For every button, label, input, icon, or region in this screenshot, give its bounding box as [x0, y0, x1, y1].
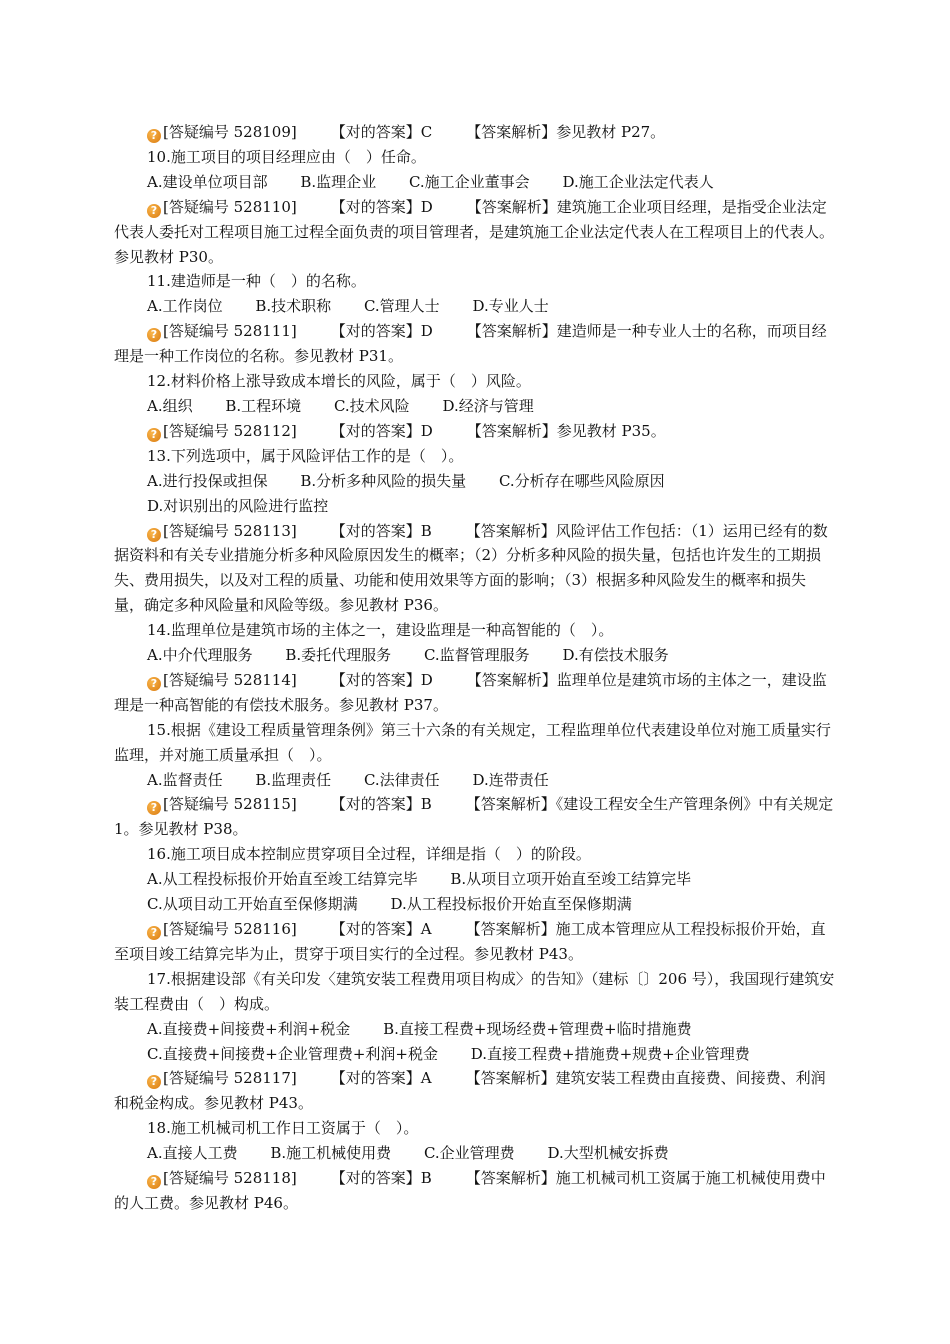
question-stem: 11.建造师是一种（ ）的名称。 — [147, 272, 366, 291]
question-stem: 17.根据建设部《有关印发〈建筑安装工程费用项目构成〉的告知》（建标〔〕206 号），我国现行建筑安装工程费由（ ）构成。 — [114, 969, 835, 1013]
option-d: D.专业人士 — [472, 297, 549, 316]
option-d: D.有偿技术服务 — [562, 646, 669, 665]
option-b: B.直接工程费+现场经费+管理费+临时措施费 — [383, 1019, 692, 1038]
question-stem: 13.下列选项中，属于风险评估工作的是（ ）。 — [147, 446, 464, 465]
options-row — [114, 1141, 836, 1166]
question-stem: 14.监理单位是建筑市场的主体之一，建设监理是一种高智能的（ ）。 — [147, 621, 614, 640]
option-a: A.从工程投标报价开始直至竣工结算完毕 — [147, 870, 418, 889]
correct-answer: 【对的答案】A — [330, 1069, 432, 1088]
option-b: B.施工机械使用费 — [270, 1144, 392, 1163]
options-row — [114, 768, 836, 793]
answer-block — [114, 668, 836, 718]
correct-answer: 【对的答案】C — [330, 123, 433, 141]
answer-id: [答疑编号 528116] — [163, 920, 297, 938]
options-row — [114, 1017, 836, 1067]
question-icon[interactable]: ? — [147, 428, 161, 442]
option-d: D.直接工程费+措施费+规费+企业管理费 — [470, 1044, 750, 1063]
option-c: C.企业管理费 — [423, 1144, 515, 1163]
option-c: C.法律责任 — [363, 770, 440, 789]
answer-analysis: 【答案解析】参见教材 P27。 — [466, 123, 666, 141]
answer-id: [答疑编号 528118] — [163, 1169, 297, 1188]
correct-answer: 【对的答案】A — [330, 920, 432, 938]
option-d: D.连带责任 — [472, 770, 549, 789]
question-icon[interactable]: ? — [147, 528, 161, 542]
correct-answer: 【对的答案】B — [330, 795, 432, 814]
question-icon[interactable]: ? — [147, 204, 161, 218]
options-row — [114, 469, 836, 519]
answer-analysis: 【答案解析】监理单位是建筑市场的主体之一，建设监理是一种高智能的有偿技术服务。参见教材 P37。 — [114, 670, 827, 714]
option-b: B.分析多种风险的损失量 — [300, 471, 467, 490]
correct-answer: 【对的答案】D — [330, 670, 433, 689]
option-d: D.大型机械安拆费 — [547, 1144, 669, 1163]
answer-analysis: 【答案解析】施工机械司机工资属于施工机械使用费中的人工费。参见教材 P46。 — [114, 1169, 826, 1212]
question-stem: 15.根据《建设工程质量管理条例》第三十六条的有关规定，工程监理单位代表建设单位对施工质量实行监理，并对施工质量承担（ ）。 — [114, 720, 831, 764]
option-d: D.施工企业法定代表人 — [562, 172, 714, 191]
answer-analysis: 【答案解析】风险评估工作包括：（1）运用已经有的数据资料和有关专业措施分析多种风险原因发生的概率；（2）分析多种风险的损失量，包括也许发生的工期损失、费用损失，以及对工程的质量、功能和使用效果等方面的影响；（3）根据多种风险发生的概率和损失量，确定多种风险量和风险等级。参见教材 P36。 — [114, 521, 828, 615]
option-b: B.从项目立项开始直至竣工结算完毕 — [450, 870, 692, 889]
option-b: B.监理责任 — [255, 770, 332, 789]
answer-block — [114, 792, 836, 842]
option-b: B.工程环境 — [225, 396, 302, 415]
correct-answer: 【对的答案】D — [330, 322, 433, 341]
answer-analysis: 【答案解析】建造师是一种专业人士的名称，而项目经理是一种工作岗位的名称。参见教材 P31。 — [114, 322, 827, 366]
answer-id: [答疑编号 528117] — [163, 1069, 297, 1088]
options-row — [114, 394, 836, 419]
answer-block — [114, 917, 836, 967]
options-row — [114, 643, 836, 668]
correct-answer: 【对的答案】B — [330, 1169, 432, 1188]
answer-block — [114, 195, 836, 270]
answer-id: [答疑编号 528111] — [163, 322, 297, 341]
option-d: D.对识别出的风险进行监控 — [147, 496, 329, 515]
answer-analysis: 【答案解析】建筑施工企业项目经理，是指受企业法定代表人委托对工程项目施工过程全面负责的项目管理者，是建筑施工企业法定代表人在工程项目上的代表人。参见教材 P30。 — [114, 197, 835, 266]
option-c: C.分析存在哪些风险原因 — [498, 471, 665, 490]
answer-id: [答疑编号 528113] — [163, 521, 297, 540]
answer-block-9 — [114, 120, 836, 145]
option-a: A.建设单位项目部 — [147, 172, 268, 191]
answer-block — [114, 419, 836, 444]
answer-block — [114, 1066, 836, 1116]
question-stem: 18.施工机械司机工作日工资属于（ ）。 — [147, 1119, 419, 1138]
answer-block — [114, 519, 836, 619]
option-a: A.组织 — [147, 396, 193, 415]
question-list — [114, 145, 836, 1216]
correct-answer: 【对的答案】B — [330, 521, 432, 540]
answer-id: [答疑编号 528114] — [163, 670, 297, 689]
option-a: A.工作岗位 — [147, 297, 223, 316]
option-d: D.经济与管理 — [442, 396, 534, 415]
option-d: D.从工程投标报价开始直至保修期满 — [390, 895, 632, 914]
answer-analysis: 【答案解析】参见教材 P35。 — [466, 421, 666, 440]
option-c: C.管理人士 — [363, 297, 440, 316]
option-c: C.监督管理服务 — [423, 646, 530, 665]
option-a: A.直接费+间接费+利润+税金 — [147, 1019, 351, 1038]
option-a: A.直接人工费 — [147, 1144, 238, 1163]
options-row — [114, 294, 836, 319]
question-icon[interactable]: ? — [147, 1175, 161, 1189]
answer-id: [答疑编号 528109] — [163, 123, 297, 141]
question-stem: 16.施工项目成本控制应贯穿项目全过程，详细是指（ ）的阶段。 — [147, 845, 591, 864]
option-a: A.进行投保或担保 — [147, 471, 268, 490]
question-icon[interactable]: ? — [147, 677, 161, 691]
question-icon[interactable]: ? — [147, 801, 161, 815]
option-c: C.技术风险 — [333, 396, 410, 415]
question-icon[interactable]: ? — [147, 328, 161, 342]
correct-answer: 【对的答案】D — [330, 421, 433, 440]
document-body — [114, 120, 836, 1216]
option-b: B.技术职称 — [255, 297, 332, 316]
option-c: C.直接费+间接费+企业管理费+利润+税金 — [147, 1044, 438, 1063]
option-c: C.施工企业董事会 — [408, 172, 530, 191]
answer-block — [114, 1166, 836, 1216]
correct-answer: 【对的答案】D — [330, 197, 433, 216]
option-a: A.中介代理服务 — [147, 646, 253, 665]
answer-analysis: 【答案解析】建筑安装工程费由直接费、间接费、利润和税金构成。参见教材 P43。 — [114, 1069, 826, 1113]
answer-analysis: 【答案解析】施工成本管理应从工程投标报价开始，直至项目竣工结算完毕为止，贯穿于项目实行的全过程。参见教材 P43。 — [114, 920, 826, 963]
question-stem: 10.施工项目的项目经理应由（ ）任命。 — [147, 147, 426, 166]
answer-analysis: 【答案解析】《建设工程安全生产管理条例》中有关规定 1。参见教材 P38。 — [114, 795, 834, 839]
option-a: A.监督责任 — [147, 770, 223, 789]
answer-id: [答疑编号 528115] — [163, 795, 297, 814]
question-stem: 12.材料价格上涨导致成本增长的风险，属于（ ）风险。 — [147, 372, 531, 391]
option-b: B.委托代理服务 — [285, 646, 392, 665]
question-icon[interactable]: ? — [147, 129, 161, 143]
answer-block — [114, 319, 836, 369]
options-row — [114, 170, 836, 195]
option-b: B.监理企业 — [300, 172, 377, 191]
options-row — [114, 867, 836, 917]
option-c: C.从项目动工开始直至保修期满 — [147, 895, 358, 914]
question-icon[interactable]: ? — [147, 1075, 161, 1089]
answer-id: [答疑编号 528112] — [163, 421, 297, 440]
question-icon[interactable]: ? — [147, 926, 161, 940]
answer-id: [答疑编号 528110] — [163, 197, 297, 216]
